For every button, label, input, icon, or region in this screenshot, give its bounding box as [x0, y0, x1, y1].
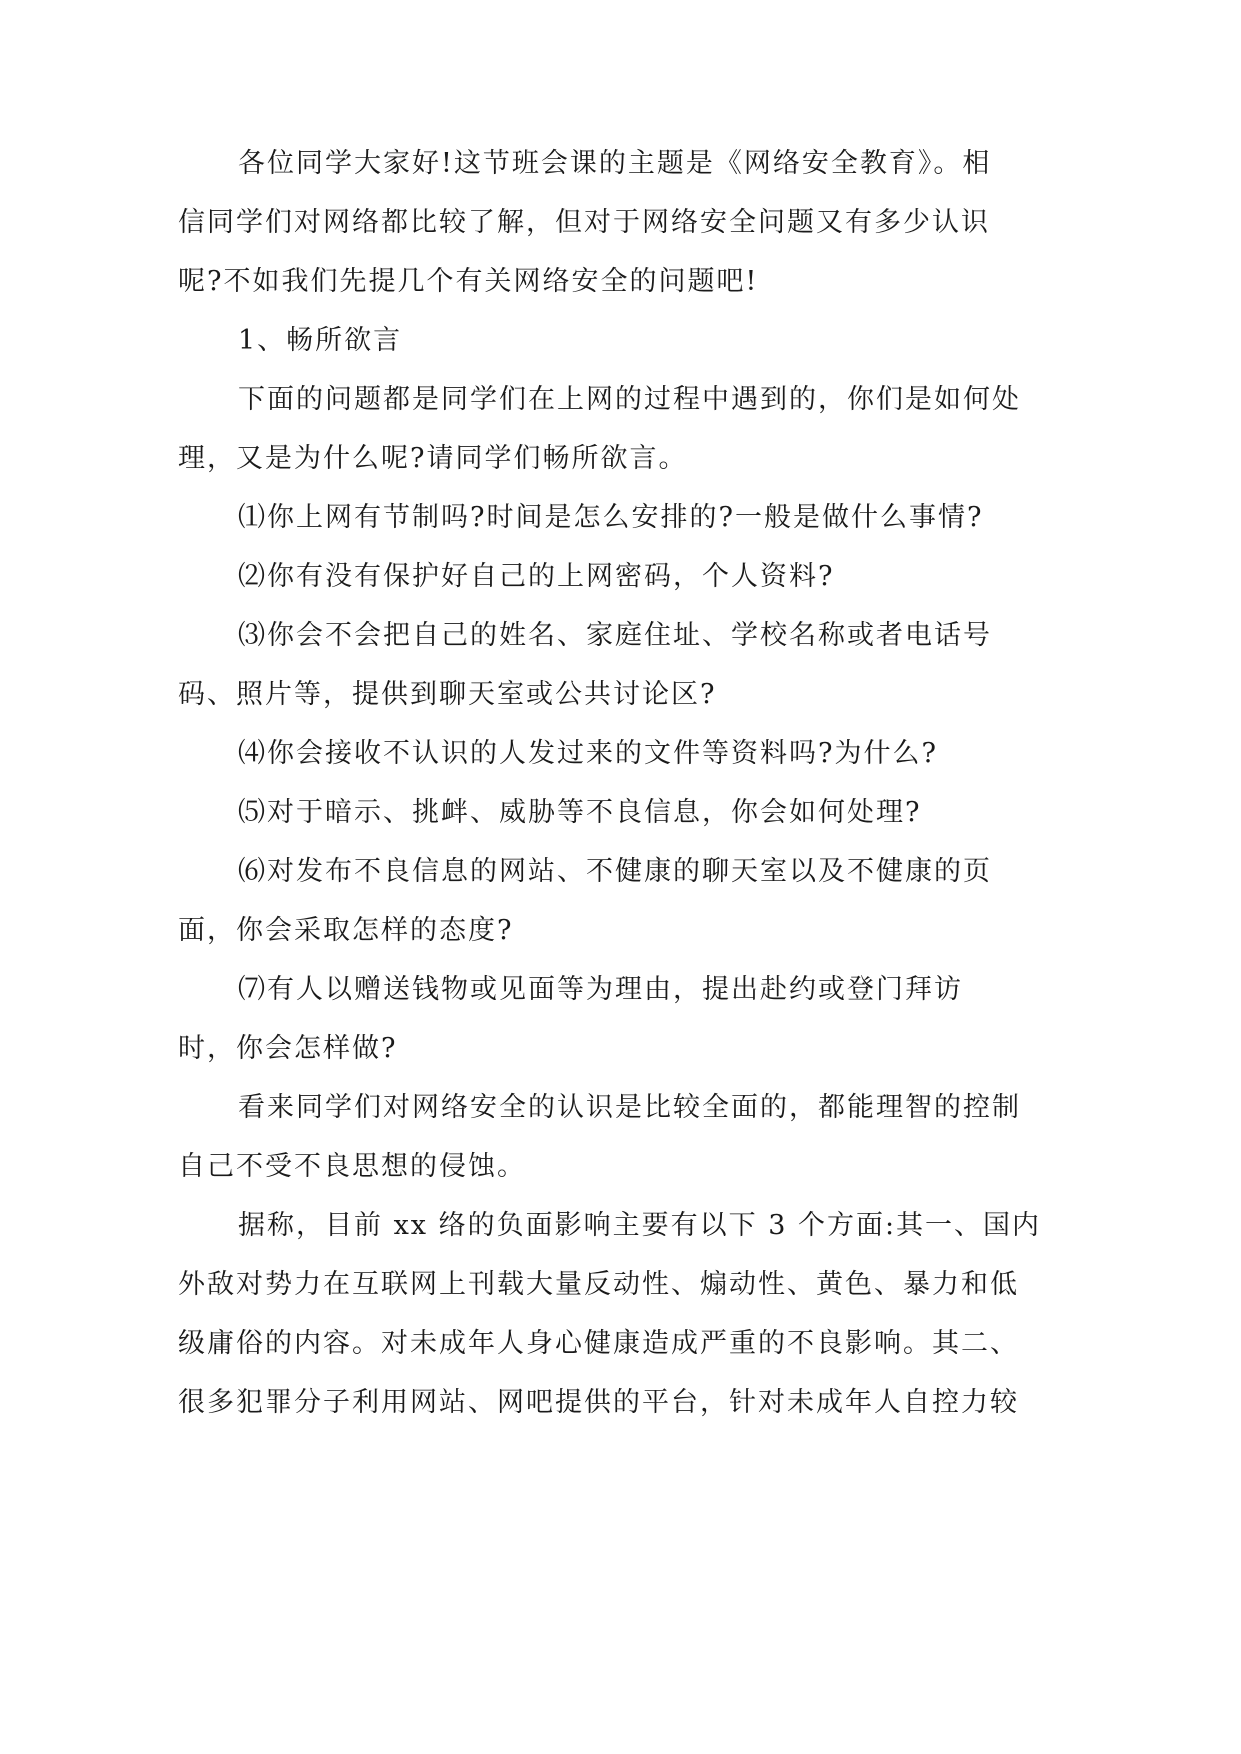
text-line: 看来同学们对网络安全的认识是比较全面的，都能理智的控制	[238, 1092, 1021, 1123]
question-item: ⑵你有没有保护好自己的上网密码，个人资料?	[238, 561, 835, 592]
text-line: 码、照片等，提供到聊天室或公共讨论区?	[178, 679, 717, 710]
text-line: 外敌对势力在互联网上刊载大量反动性、煽动性、黄色、暴力和低	[178, 1269, 1019, 1300]
question-item: ⑷你会接收不认识的人发过来的文件等资料吗?为什么?	[238, 738, 938, 769]
section-heading: 1、畅所欲言	[238, 325, 403, 356]
question-item: ⑸对于暗示、挑衅、威胁等不良信息，你会如何处理?	[238, 797, 922, 828]
question-item: ⑹对发布不良信息的网站、不健康的聊天室以及不健康的页	[238, 856, 992, 887]
question-item: ⑺有人以赠送钱物或见面等为理由，提出赴约或登门拜访	[238, 974, 963, 1005]
text-line: 呢?不如我们先提几个有关网络安全的问题吧!	[178, 266, 759, 297]
text-line: 很多犯罪分子利用网站、网吧提供的平台，针对未成年人自控力较	[178, 1387, 1019, 1418]
text-line: 信同学们对网络都比较了解，但对于网络安全问题又有多少认识	[178, 207, 990, 238]
text-line: 时，你会怎样做?	[178, 1033, 398, 1064]
question-item: ⑴你上网有节制吗?时间是怎么安排的?一般是做什么事情?	[238, 502, 984, 533]
text-line: 级庸俗的内容。对未成年人身心健康造成严重的不良影响。其二、	[178, 1328, 1019, 1359]
text-line: 理，又是为什么呢?请同学们畅所欲言。	[178, 443, 688, 474]
text-line: 自己不受不良思想的侵蚀。	[178, 1151, 526, 1182]
text-line: 下面的问题都是同学们在上网的过程中遇到的，你们是如何处	[238, 384, 1021, 415]
text-line: 面，你会采取怎样的态度?	[178, 915, 514, 946]
text-line: 各位同学大家好!这节班会课的主题是《网络安全教育》。相	[238, 148, 992, 179]
text-line: 据称，目前 xx 络的负面影响主要有以下 3 个方面:其一、国内	[238, 1210, 1042, 1241]
question-item: ⑶你会不会把自己的姓名、家庭住址、学校名称或者电话号	[238, 620, 992, 651]
